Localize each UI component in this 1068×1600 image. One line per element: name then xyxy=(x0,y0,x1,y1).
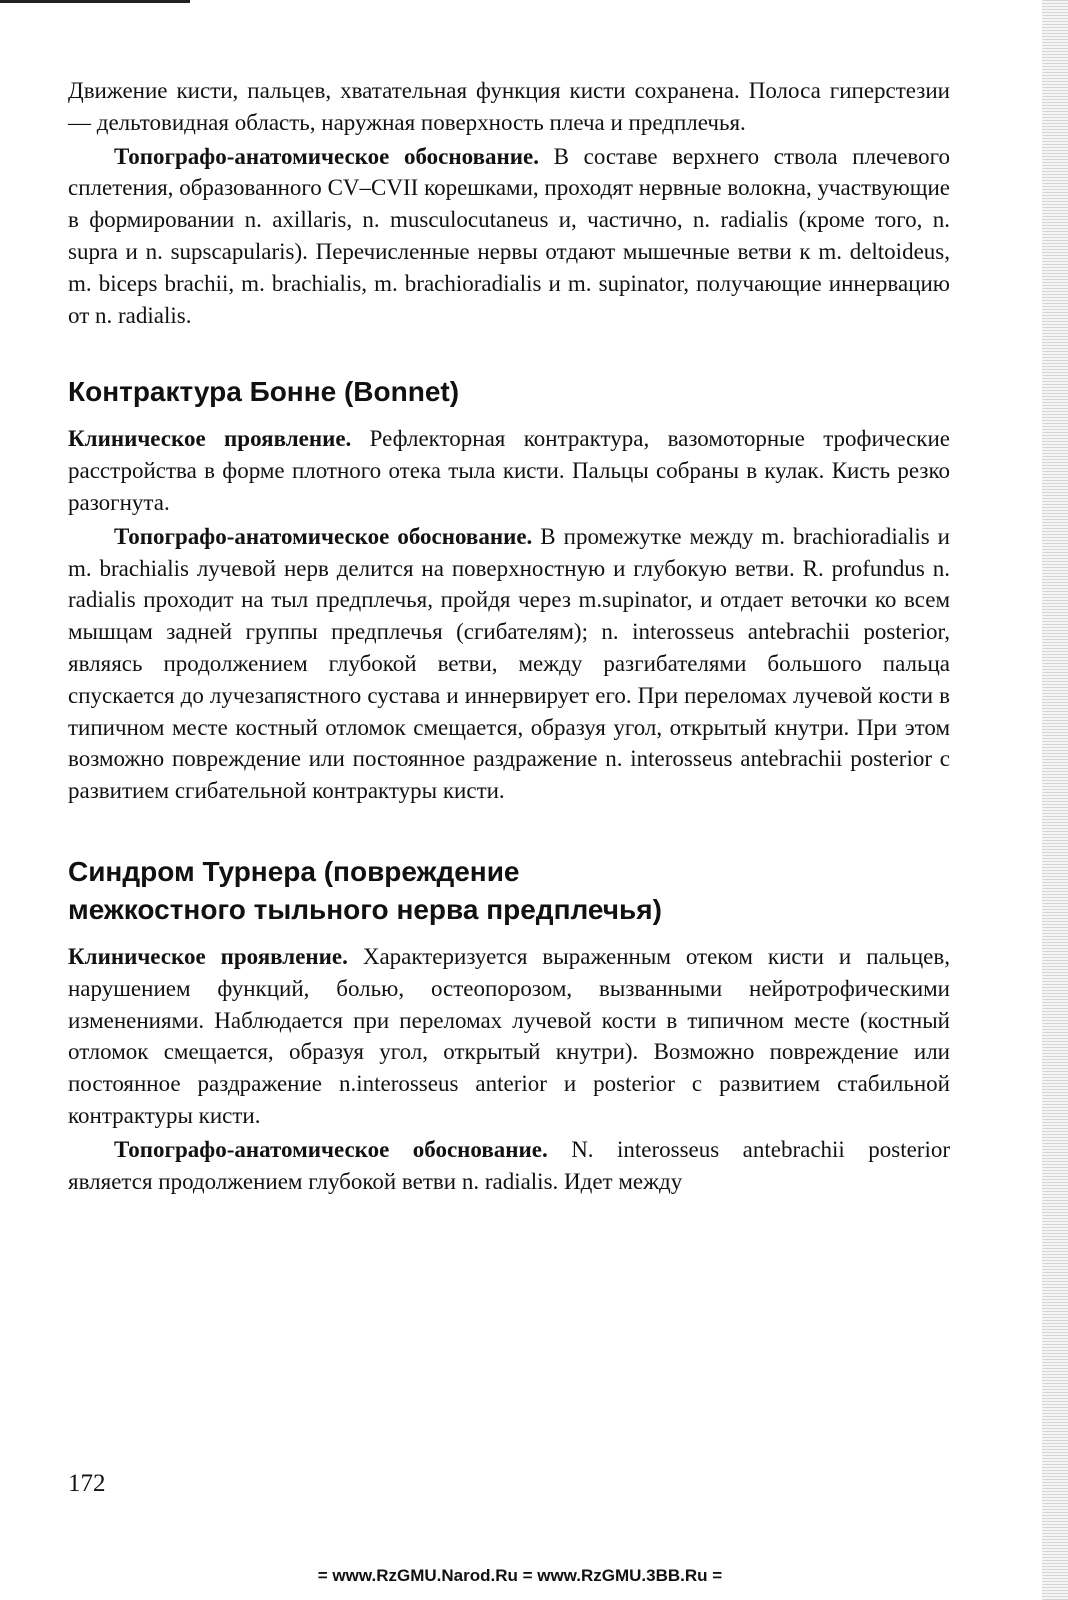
paragraph-clinical-2 xyxy=(68,941,950,1132)
page-body xyxy=(68,75,950,1197)
paragraph-lead: Топографо-анатомическое обоснование. xyxy=(114,143,539,169)
paragraph-topographic-2 xyxy=(68,521,950,807)
footer-watermark: = www.RzGMU.Narod.Ru = www.RzGMU.3BB.Ru = xyxy=(317,1566,723,1585)
paragraph-text: В составе верхнего ствола плечевого сплетения, образованного CV–CVII корешками, проходят нервные волокна, участвующие в формировании n. axillaris, n. musculocutaneus и, частично, n. radialis (кроме того, n. supra и n. supscapularis). Перечисленные нервы отдают мышечные ветви к m. deltoideus, m. biceps brachii, m. brachialis, m. brachioradialis и m. supinator, получающие иннервацию от n. radialis. xyxy=(68,143,950,328)
top-rule xyxy=(0,0,190,3)
paragraph-topographic-3 xyxy=(68,1134,950,1198)
paragraph-text: Рефлекторная контрактура, вазомоторные трофические расстройства в форме плотного отека тыла кисти. Пальцы собраны в кулак. Кисть резко разогнута. xyxy=(68,426,951,515)
heading-line-2: межкостного тыльного нерва предплечья) xyxy=(68,893,662,925)
section-heading-turner xyxy=(68,853,950,929)
page-number: 172 xyxy=(68,1470,106,1497)
paragraph-topographic-1 xyxy=(68,141,950,332)
paragraph-lead: Клиническое проявление. xyxy=(68,943,348,969)
heading-line-1: Синдром Турнера (повреждение xyxy=(68,855,520,887)
paragraph-text: N. interosseus antebrachii posterior является продолжением глубокой ветви n. radialis. Идет между xyxy=(68,1136,951,1194)
paragraph-1: Движение кисти, пальцев, хватательная функция кисти сохранена. Полоса гиперстезии — дельтовидная область, наружная поверхность плеча и предплечья. xyxy=(68,78,950,135)
paragraph-clinical-1 xyxy=(68,423,950,518)
paragraph-text: В промежутке между m. brachioradialis и m. brachialis лучевой нерв делится на поверхностную и глубокую ветви. R. profundus n. radialis проходит на тыл предплечья, пройдя через m.supinator, и отдает веточки ко всем мышцам задней группы предплечья (сгибателям); n. interosseus antebrachii posterior, являясь продолжением глубокой ветви, между разгибателями большого пальца спускается до лучезапястного сустава и иннервирует его. При переломах лучевой кости в типичном месте костный отломок смещается, образуя угол, открытый кнутри. При этом возможно повреждение или постоянное раздражение n. interosseus antebrachii posterior с развитием сгибательной контрактуры кисти. xyxy=(68,523,950,804)
paragraph-lead: Топографо-анатомическое обоснование. xyxy=(114,523,533,549)
paragraph-lead: Топографо-анатомическое обоснование. xyxy=(114,1136,548,1162)
section-heading-bonnet: Контрактура Бонне (Bonnet) xyxy=(68,376,460,408)
paragraph-lead: Клиническое проявление. xyxy=(68,426,352,452)
page-edge-scan-artifact xyxy=(1042,0,1068,1600)
paragraph-text: Характеризуется выраженным отеком кисти и пальцев, нарушением функций, болью, остеопорозом, вызванными нейротрофическими изменениями. Наблюдается при переломах лучевой кости в типичном месте (костный отломок смещается, образуя угол, открытый кнутри). Возможно повреждение или постоянное раздражение n.interosseus anterior и posterior с развитием стабильной контрактуры кисти. xyxy=(68,943,951,1128)
